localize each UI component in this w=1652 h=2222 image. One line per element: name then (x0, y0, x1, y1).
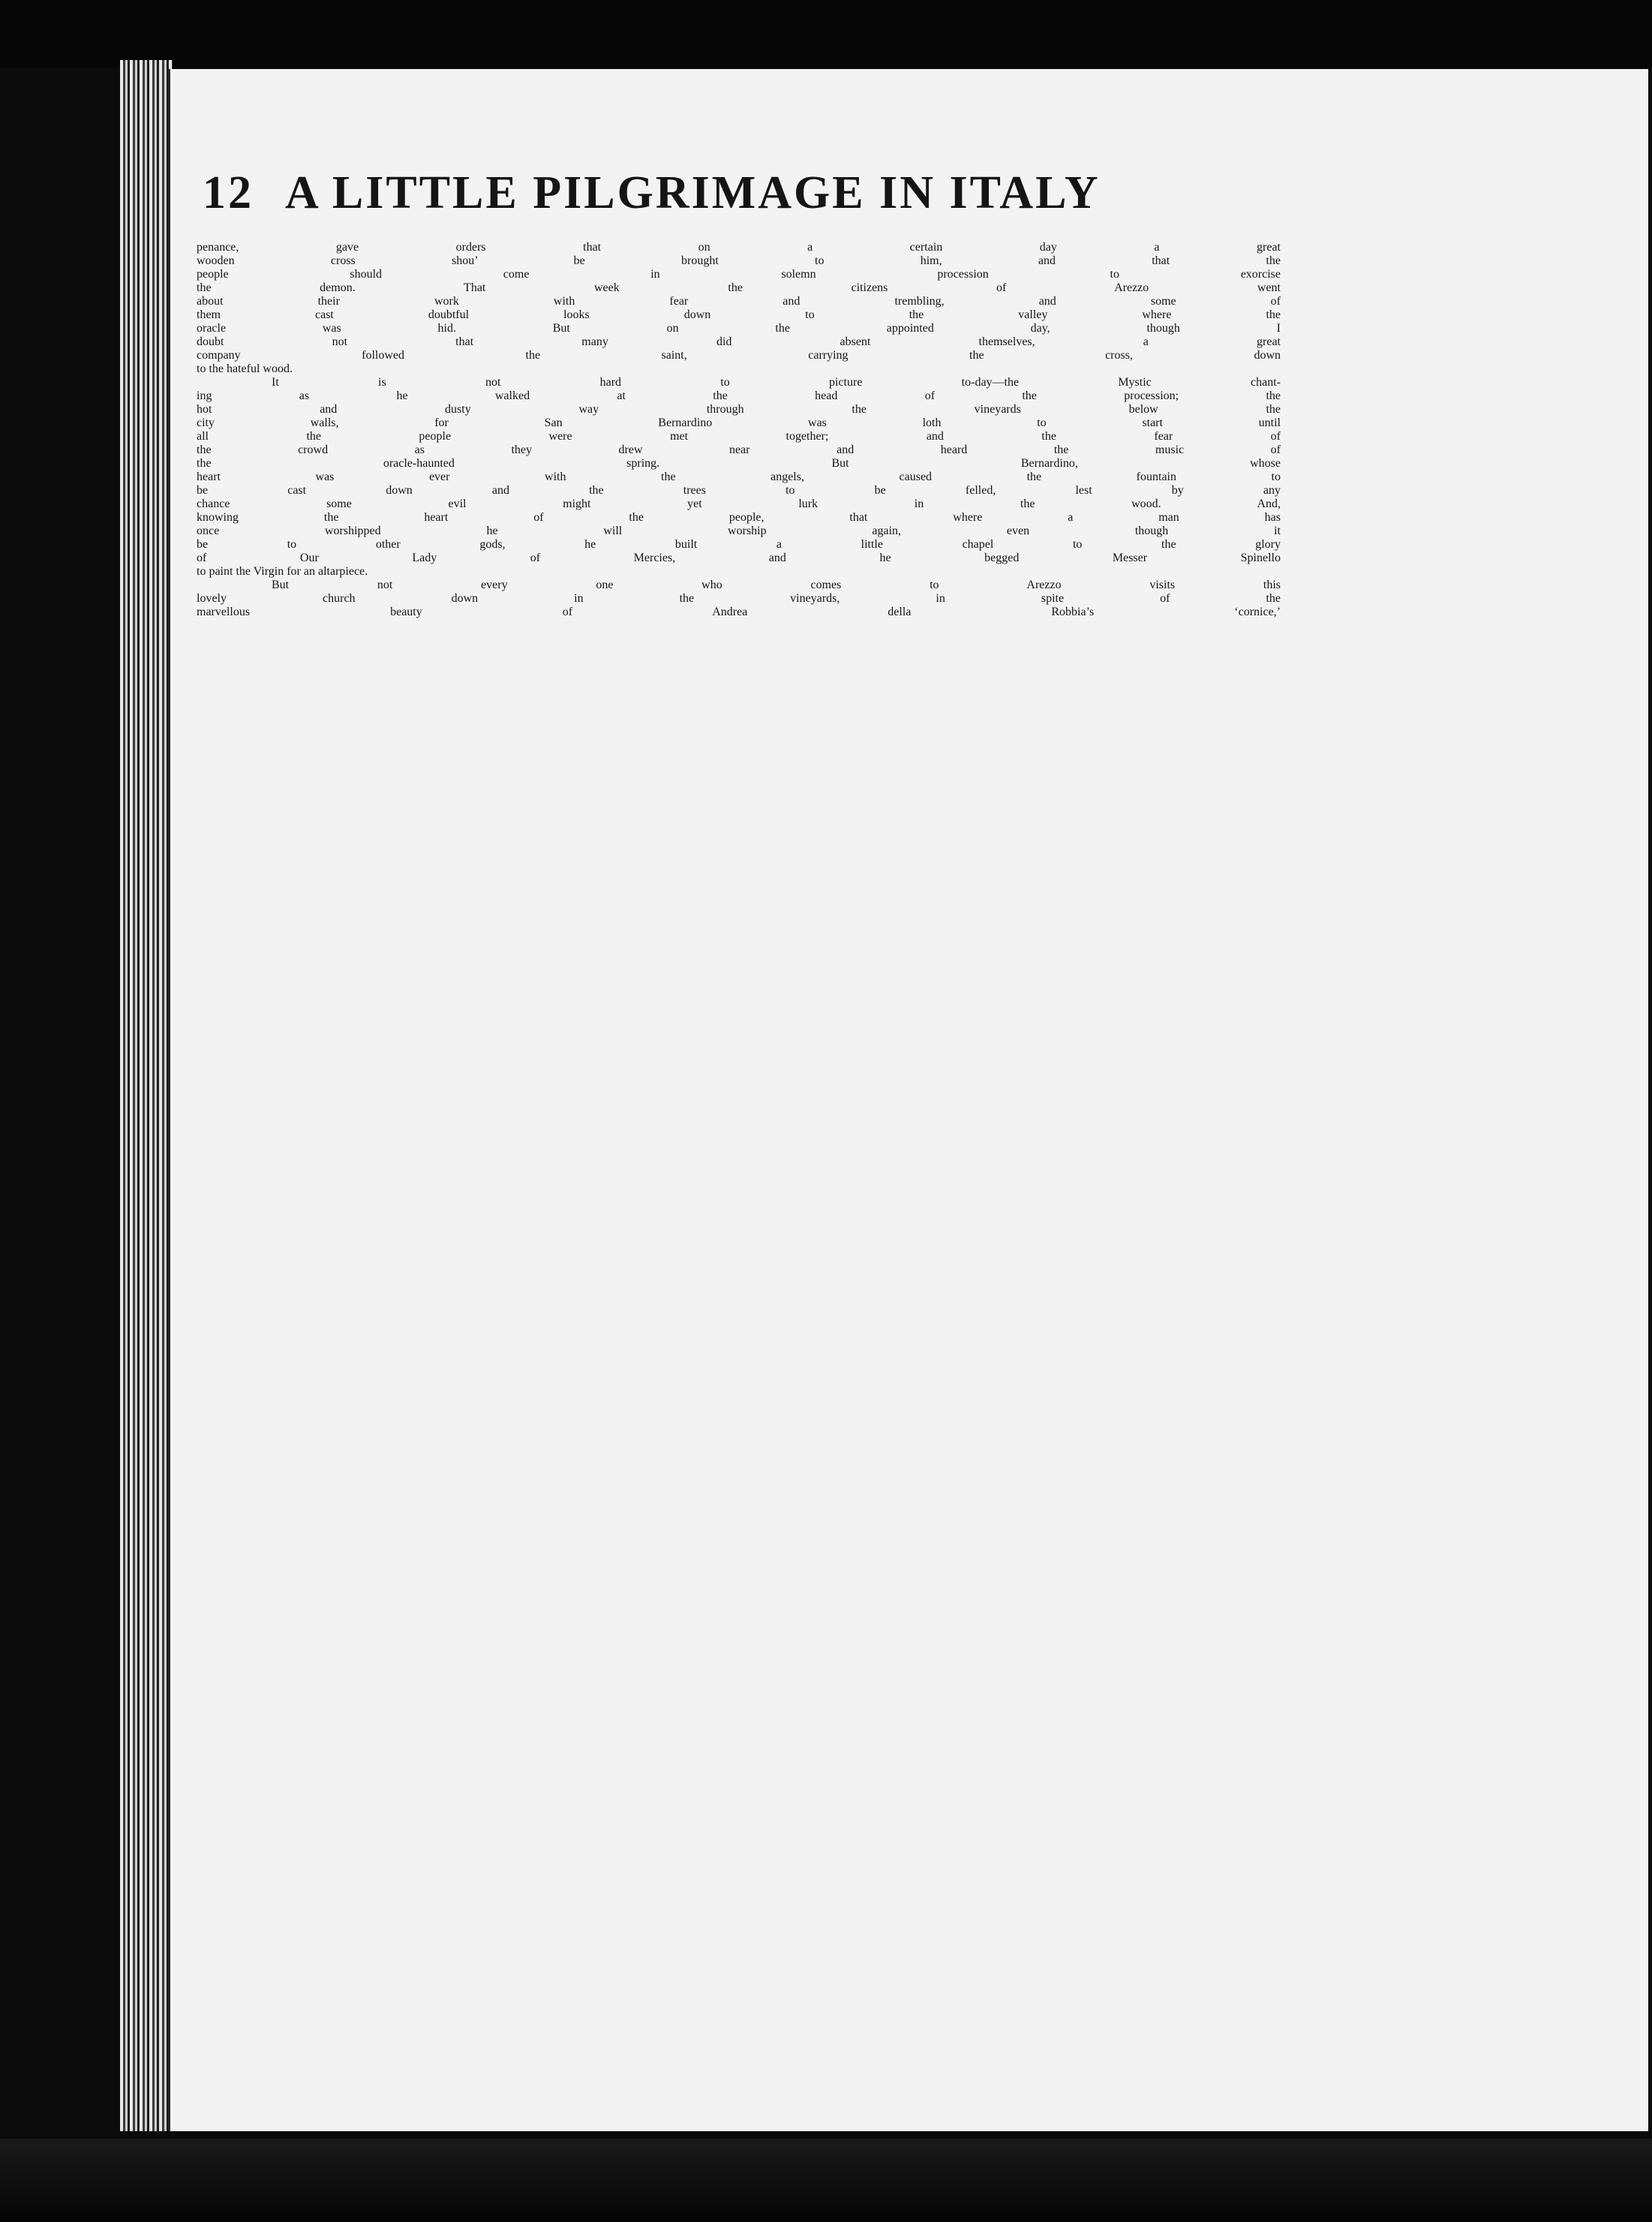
text-line: doubt not that many did absent themselves, a great (197, 335, 1281, 348)
text-line: people should come in solemn procession to exorcise (197, 268, 1281, 281)
text-line: all the people were met together; and the fear of (197, 430, 1281, 443)
text-line: city walls, for San Bernardino was loth to start until (197, 416, 1281, 429)
scan-background-top (0, 0, 1652, 68)
running-title: A LITTLE PILGRIMAGE IN ITALY (285, 167, 1101, 218)
text-line: penance, gave orders that on a certain day a great (197, 241, 1281, 254)
book-page-edges (120, 60, 173, 2131)
text-line: the oracle-haunted spring. But Bernardino, whose (197, 457, 1281, 470)
text-line: of Our Lady of Mercies, and he begged Messer Spinello (197, 552, 1281, 564)
text-line: them cast doubtful looks down to the valley where the (197, 308, 1281, 321)
text-line: ing as he walked at the head of the procession; the (197, 389, 1281, 402)
text-line: the crowd as they drew near and heard the music of (197, 443, 1281, 456)
page-number: 12 (203, 167, 254, 218)
text-line: marvellous beauty of Andrea della Robbia’s ‘cornice,’ (197, 606, 1281, 618)
text-line: about their work with fear and trembling, and some of (197, 295, 1281, 308)
body-text (197, 241, 1281, 619)
page-content (197, 167, 1281, 619)
text-line: But not every one who comes to Arezzo visits this (272, 579, 1281, 591)
text-line: It is not hard to picture to-day—the Mystic chant- (272, 376, 1281, 389)
text-line: to the hateful wood. (197, 362, 293, 375)
text-line: oracle was hid. But on the appointed day, though I (197, 322, 1281, 335)
text-line: heart was ever with the angels, caused the fountain to (197, 471, 1281, 483)
text-line: be cast down and the trees to be felled, lest by any (197, 484, 1281, 497)
text-line: hot and dusty way through the vineyards below the (197, 403, 1281, 416)
text-line: be to other gods, he built a little chapel to the glory (197, 538, 1281, 551)
text-line: wooden cross shou’ be brought to him, and that the (197, 254, 1281, 267)
running-head (203, 167, 1281, 220)
scan-background-bottom (0, 2139, 1652, 2222)
text-line: lovely church down in the vineyards, in spite of the (197, 592, 1281, 605)
text-line: to paint the Virgin for an altarpiece. (197, 565, 368, 578)
text-line: company followed the saint, carrying the cross, down (197, 349, 1281, 362)
text-line: knowing the heart of the people, that where a man has (197, 511, 1281, 524)
text-line: once worshipped he will worship again, even though it (197, 525, 1281, 537)
text-line: the demon. That week the citizens of Arezzo went (197, 281, 1281, 294)
text-line: chance some evil might yet lurk in the wood. And, (197, 498, 1281, 510)
